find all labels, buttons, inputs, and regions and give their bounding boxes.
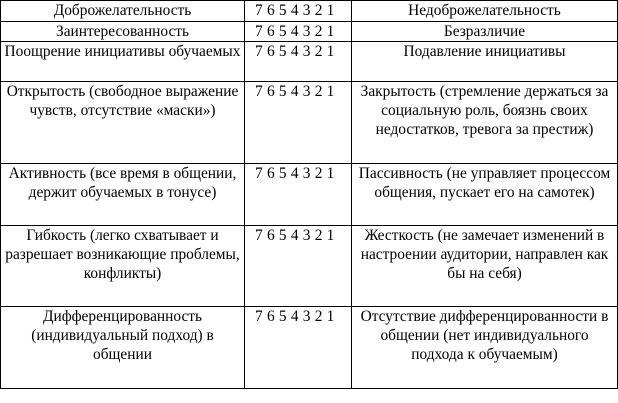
table-row: [1, 42, 618, 82]
positive-quality-cell: Открытость (свободное выражение чувств, отсутствие «маски»): [1, 82, 245, 164]
positive-quality-cell: Заинтересованность: [1, 22, 245, 42]
rating-scale-cell: 7 6 5 4 3 2 1: [245, 22, 352, 42]
rating-scale-cell: 7 6 5 4 3 2 1: [245, 1, 352, 22]
table-row: [1, 307, 618, 389]
positive-quality-cell: Активность (все время в общении, держит обучаемых в тонусе): [1, 164, 245, 226]
rating-scale-cell: 7 6 5 4 3 2 1: [245, 164, 352, 226]
negative-quality-cell: Подавление инициативы: [352, 42, 618, 82]
rating-scale-cell: 7 6 5 4 3 2 1: [245, 82, 352, 164]
negative-quality-cell: Жесткость (не замечает изменений в настроении аудитории, направлен как бы на себя): [352, 226, 618, 307]
negative-quality-cell: Пассивность (не управляет процессом общения, пускает его на самотек): [352, 164, 618, 226]
rating-scale-cell: 7 6 5 4 3 2 1: [245, 226, 352, 307]
positive-quality-cell: Поощрение инициативы обучаемых: [1, 42, 245, 82]
positive-quality-cell: Гибкость (легко схватывает и разрешает возникающие проблемы, конфликты): [1, 226, 245, 307]
rating-scale-cell: 7 6 5 4 3 2 1: [245, 42, 352, 82]
table-row: [1, 164, 618, 226]
negative-quality-cell: Безразличие: [352, 22, 618, 42]
table-row: [1, 82, 618, 164]
rating-scale-cell: 7 6 5 4 3 2 1: [245, 307, 352, 389]
table-row: [1, 22, 618, 42]
negative-quality-cell: Недоброжелательность: [352, 1, 618, 22]
negative-quality-cell: Отсутствие дифференцированности в общении (нет индивидуального подхода к обучаемым): [352, 307, 618, 389]
positive-quality-cell: Дифференцированность (индивидуальный подход) в общении: [1, 307, 245, 389]
positive-quality-cell: Доброжелательность: [1, 1, 245, 22]
negative-quality-cell: Закрытость (стремление держаться за социальную роль, боязнь своих недостатков, тревога за престиж): [352, 82, 618, 164]
table-row: [1, 1, 618, 22]
table-row: [1, 226, 618, 307]
